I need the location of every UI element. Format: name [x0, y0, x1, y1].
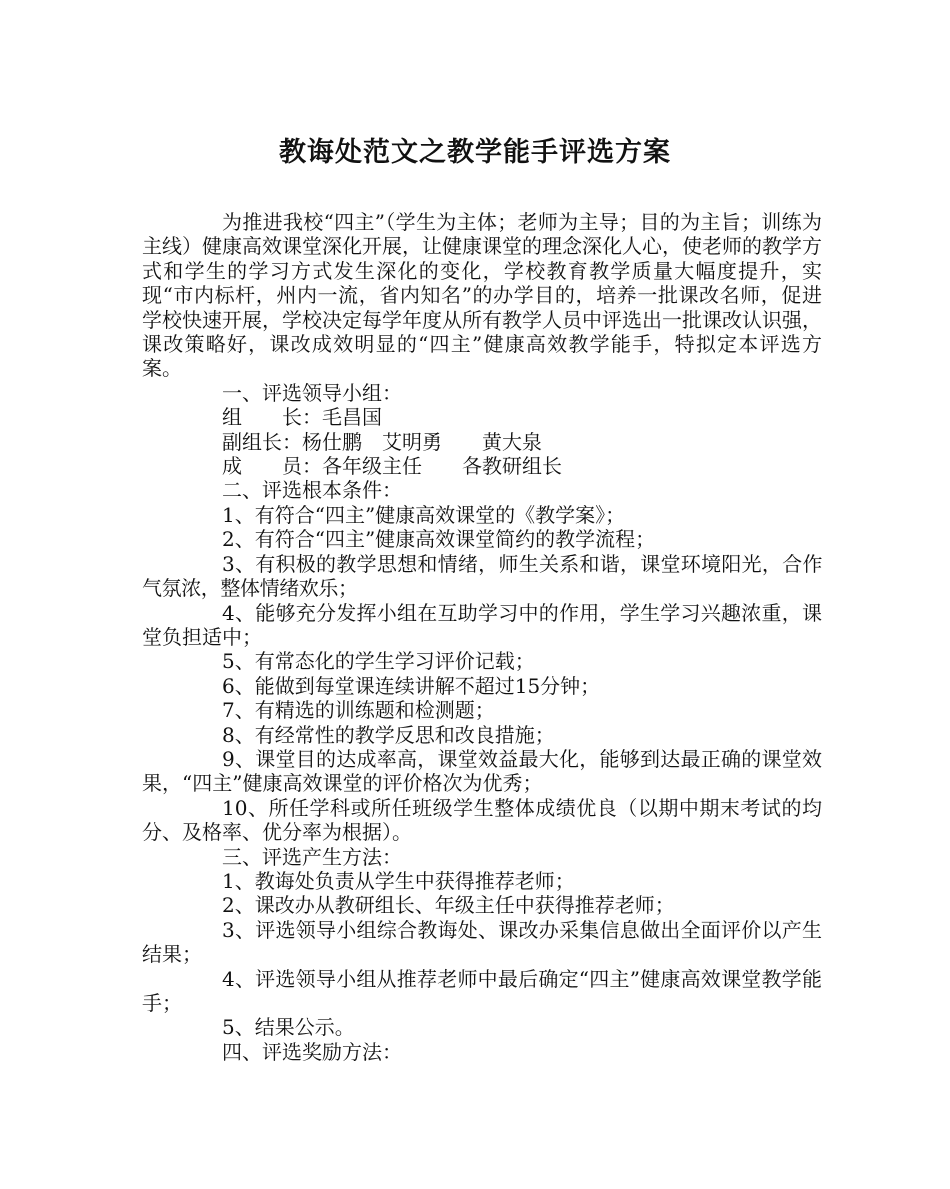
members-line: 成 员：各年级主任 各教研组长: [222, 454, 562, 479]
condition-item: 4、能够充分发挥小组在互助学习中的作用，学生学习兴趣浓重，课堂负担适中；: [142, 600, 822, 649]
condition-item: 10、所任学科或所任班级学生整体成绩优良（以期中期末考试的均分、及格率、优分率为根据）。: [142, 795, 822, 845]
section-heading-method: 三、评选产生方法：: [222, 844, 402, 869]
condition-item: 8、有经常性的教学反思和改良措施；: [222, 722, 555, 747]
condition-item: 3、有积极的教学思想和情绪，师生关系和谐，课堂环境阳光，合作气氛浓，整体情绪欢乐；: [142, 551, 822, 601]
deputy-leader-line: 副组长：杨仕鹏 艾明勇 黄大泉: [222, 429, 542, 454]
intro-paragraph: 为推进我校“四主”（学生为主体；老师为主导；目的为主旨；训练为主线）健康高效课堂深化开展，让健康课堂的理念深化人心，使老师的教学方式和学生的学习方式发生深化的变化，学校教育教学质量大幅度提升，实现“市内标杆，州内一流，省内知名”的办学目的，培养一批课改名师，促进学校快速开展，学校决定每学年度从所有教学人员中评选出一批课改认识强，课改策略好，课改成效明显的“四主”健康高效教学能手，特拟定本评选方案。: [142, 210, 822, 381]
condition-item: 5、有常态化的学生学习评价记载；: [222, 649, 535, 674]
method-item: 1、教诲处负责从学生中获得推荐老师；: [222, 868, 575, 893]
section-heading-rewards: 四、评选奖励方法：: [222, 1039, 402, 1064]
document-title: 教诲处范文之教学能手评选方案: [279, 137, 671, 168]
condition-item: 1、有符合“四主”健康高效课堂的《教学案》；: [222, 502, 626, 527]
method-item: 3、评选领导小组综合教诲处、课改办采集信息做出全面评价以产生结果；: [142, 917, 822, 967]
method-item: 4、评选领导小组从推荐老师中最后确定“四主”健康高效课堂教学能手；: [142, 966, 822, 1015]
leader-line: 组 长：毛昌国: [222, 405, 382, 430]
document-body: [142, 210, 822, 1064]
condition-item: 6、能做到每堂课连续讲解不超过15分钟；: [222, 673, 601, 698]
condition-item: 2、有符合“四主”健康高效课堂简约的教学流程；: [222, 527, 656, 552]
section-heading-conditions: 二、评选根本条件：: [222, 478, 402, 503]
section-heading-leadership: 一、评选领导小组：: [222, 380, 402, 405]
condition-item: 7、有精选的训练题和检测题；: [222, 698, 495, 723]
method-item: 2、课改办从教研组长、年级主任中获得推荐老师；: [222, 893, 675, 918]
condition-item: 9、课堂目的达成率高，课堂效益最大化，能够到达最正确的课堂效果，“四主”健康高效课堂的评价格次为优秀；: [142, 746, 822, 796]
method-item: 5、结果公示。: [222, 1015, 355, 1040]
